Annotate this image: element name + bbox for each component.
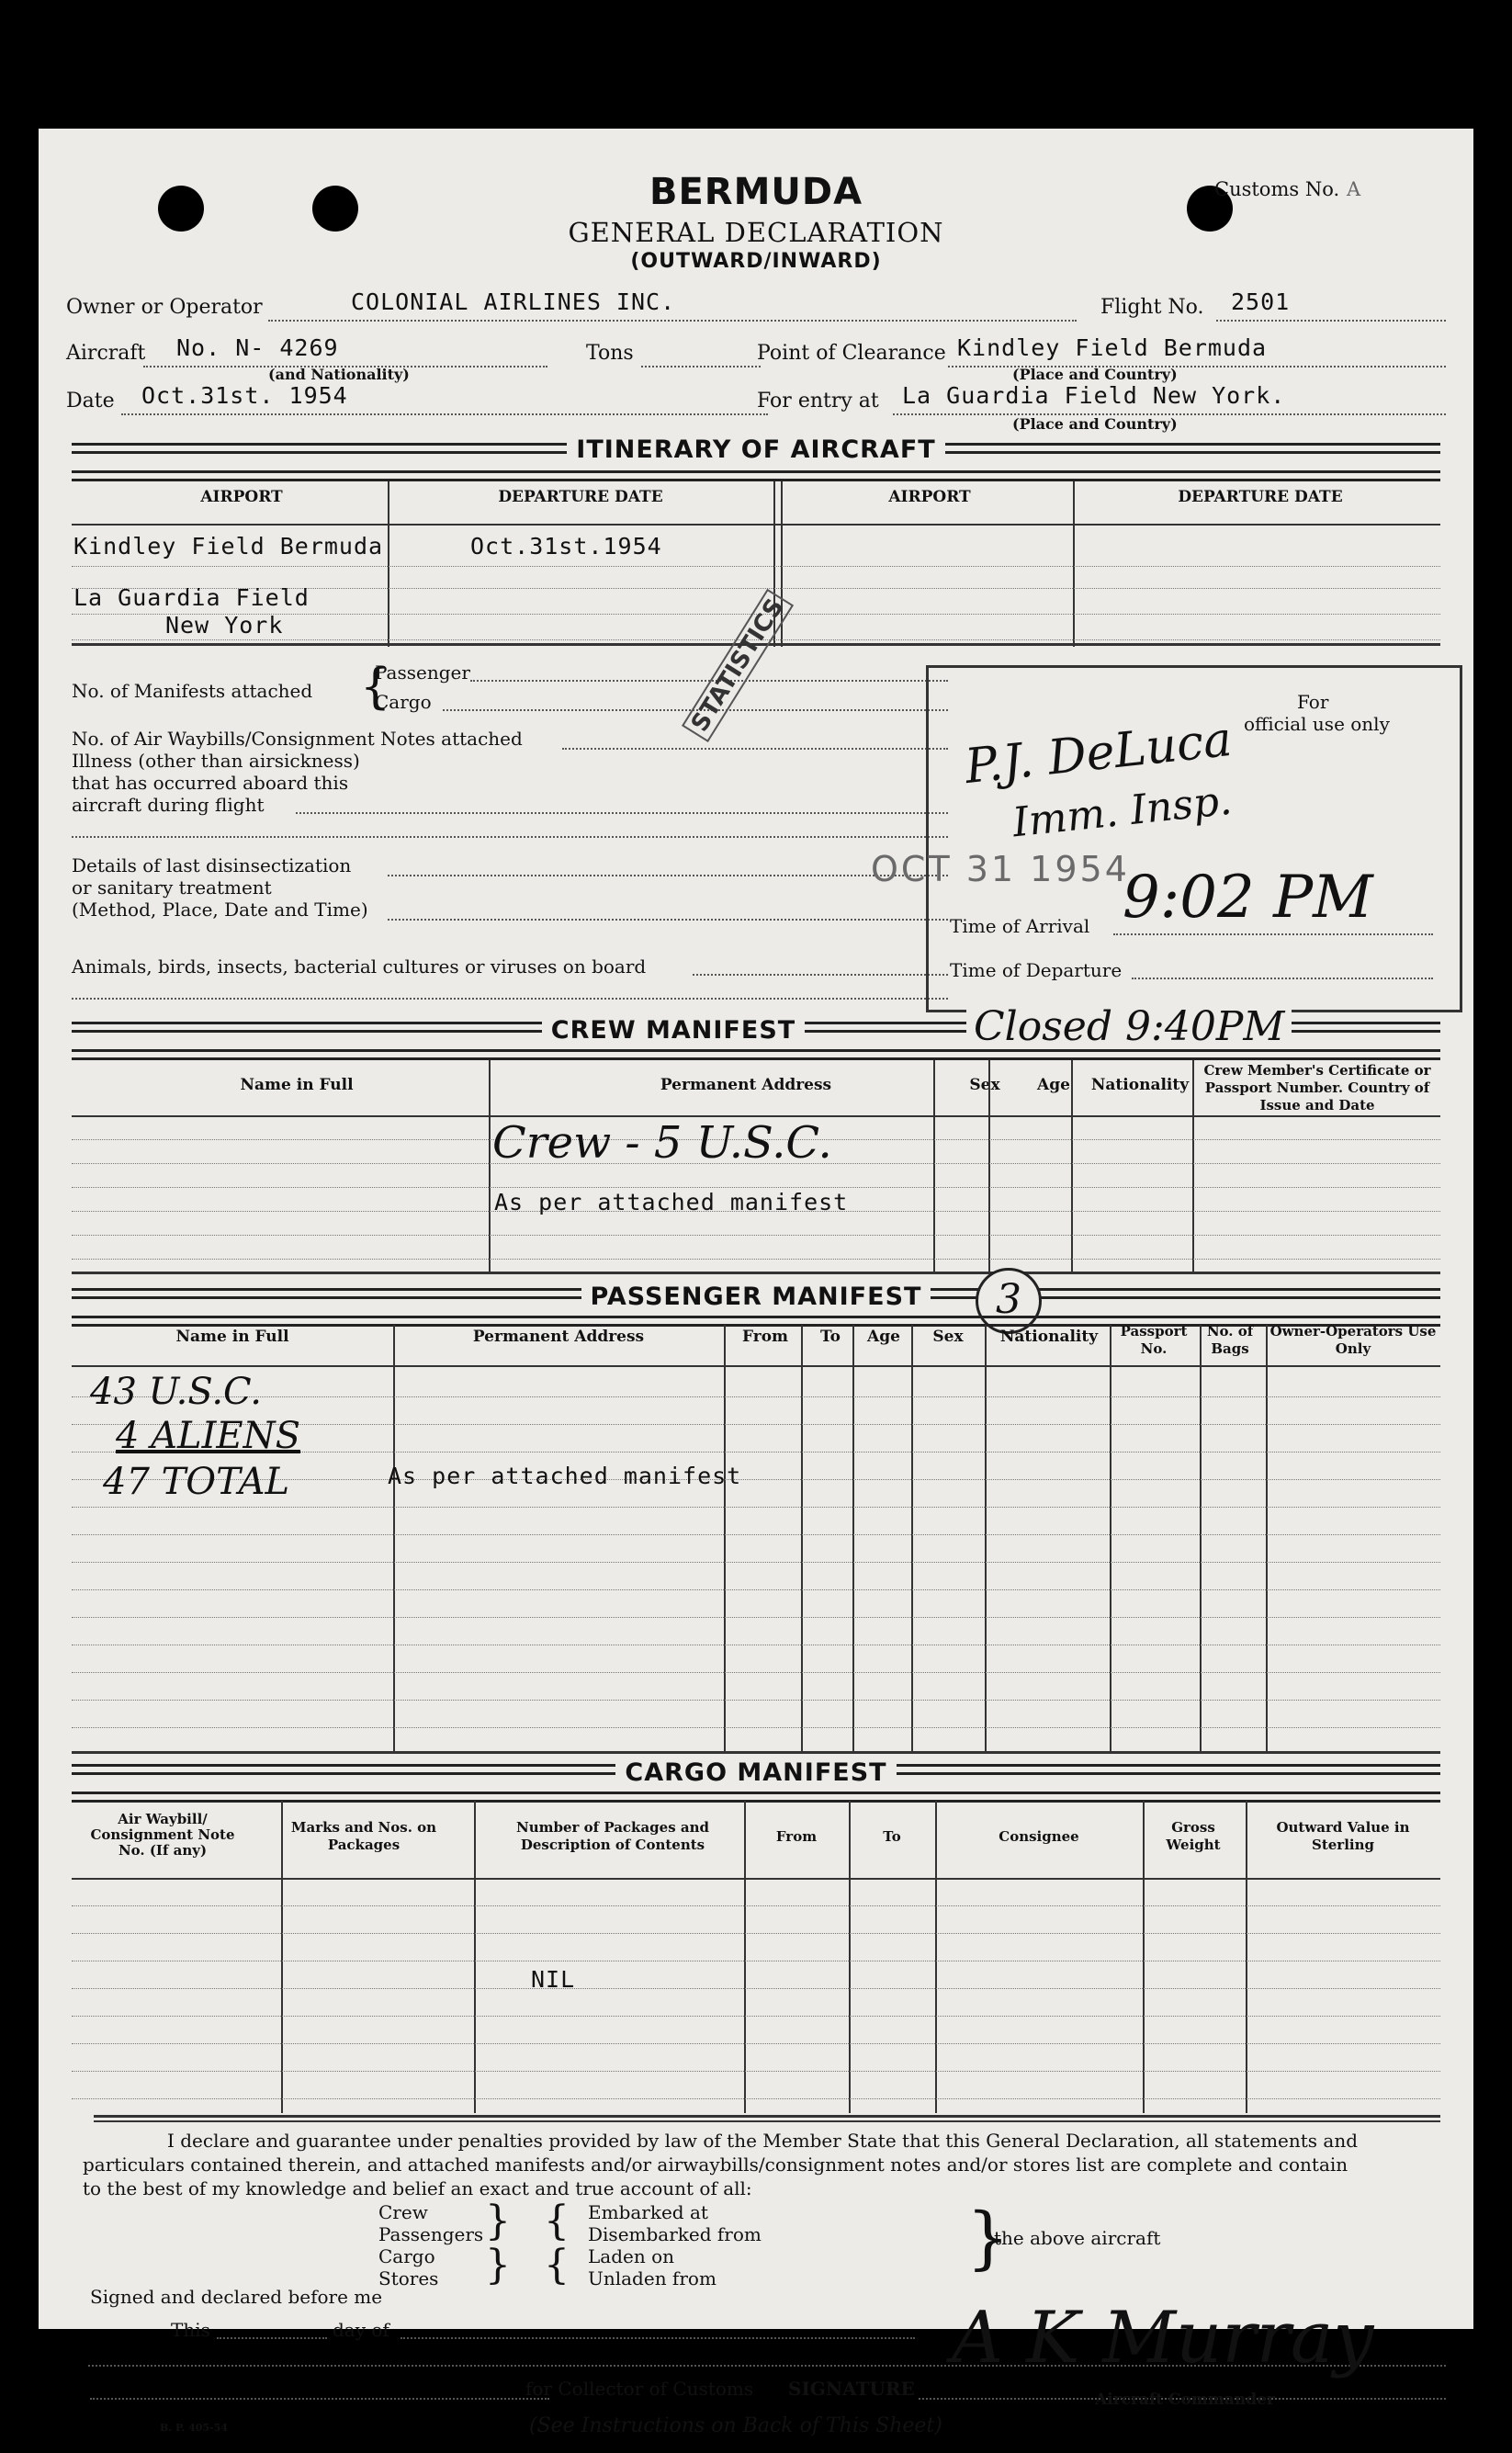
entry-place-caption: (Place and Country) — [1012, 415, 1178, 433]
declaration-right-items: Embarked at Disembarked from Laden on Unladen from — [588, 2201, 762, 2289]
illness-label-2: that has occurred aboard this — [72, 772, 349, 794]
aircraft-value: No. N- 4269 — [176, 334, 339, 361]
passenger-label: Passenger — [375, 661, 470, 684]
disinsect-label-1: Details of last disinsectization — [72, 854, 352, 876]
brace: } — [485, 2198, 511, 2244]
customs-value: A — [1347, 178, 1361, 200]
form-subtitle: GENERAL DECLARATION — [568, 217, 944, 248]
cargo-header-consignee: Consignee — [999, 1828, 1079, 1845]
declaration-left-items: Crew Passengers Cargo Stores — [378, 2201, 484, 2289]
official-for: For — [1297, 691, 1329, 713]
customs-label: Customs No. — [1214, 178, 1340, 200]
official-use-label: official use only — [1244, 713, 1390, 735]
declaration-text-3: to the best of my knowledge and belief an exact and true account of all: — [83, 2177, 752, 2199]
declaration-text-1: I declare and guarantee under penalties provided by law of the Member State that this General Declaration, all statements and — [167, 2130, 1359, 2152]
passenger-header-from: From — [741, 1328, 789, 1346]
instructions-note: (See Instructions on Back of This Sheet) — [529, 2414, 942, 2437]
declaration-text-2: particulars contained therein, and attached manifests and/or airwaybills/consignment notes and/or stores list are complete and contain — [83, 2153, 1348, 2176]
aircraft-nationality-caption: (and Nationality) — [268, 366, 410, 383]
form-subtitle-direction: (OUTWARD/INWARD) — [630, 250, 882, 273]
entry-value: La Guardia Field New York. — [902, 382, 1286, 409]
aircraft-label: Aircraft — [66, 342, 146, 365]
clearance-place-caption: (Place and Country) — [1012, 366, 1178, 383]
commander-label: Aircraft Commander — [1095, 2391, 1275, 2409]
itinerary-header-airport-2: AIRPORT — [888, 488, 971, 506]
tons-label: Tons — [586, 342, 634, 365]
passenger-header-passport: Passport No. — [1120, 1323, 1188, 1357]
crew-header-sex: Sex — [969, 1076, 1000, 1094]
crew-typed-note: As per attached manifest — [494, 1189, 849, 1215]
cargo-header-from: From — [775, 1828, 818, 1845]
clearance-label: Point of Clearance — [757, 342, 946, 365]
itinerary-airport-2-line2: New York — [165, 612, 284, 639]
form-title: BERMUDA — [649, 171, 863, 213]
passenger-header-age: Age — [867, 1328, 900, 1346]
passenger-typed-note: As per attached manifest — [388, 1463, 742, 1489]
crew-header-certificate: Crew Member's Certificate or Passport Number. Country of Issue and Date — [1203, 1062, 1431, 1113]
flight-value: 2501 — [1231, 288, 1291, 315]
passenger-header-to: To — [819, 1328, 841, 1346]
inspector-title: Imm. Insp. — [1010, 776, 1235, 847]
passenger-header-sex: Sex — [932, 1328, 964, 1346]
cargo-header-to: To — [883, 1828, 901, 1845]
arrival-label: Time of Arrival — [950, 915, 1090, 937]
cargo-title: CARGO MANIFEST — [39, 1758, 1473, 1787]
inspector-signature: P.J. DeLuca — [962, 711, 1235, 796]
brace: } — [485, 2242, 511, 2289]
signature-label: SIGNATURE — [788, 2378, 915, 2400]
passenger-header-owner-use: Owner-Operators Use Only — [1269, 1323, 1437, 1357]
declaration-above-aircraft: the above aircraft — [994, 2227, 1161, 2249]
form-number: B. P. 405-54 — [160, 2422, 228, 2434]
itinerary-airport-2: La Guardia Field — [73, 584, 310, 611]
passenger-title: PASSENGER MANIFEST — [39, 1283, 1473, 1311]
itinerary-date-1: Oct.31st.1954 — [470, 533, 662, 560]
cargo-header-value: Outward Value in Sterling — [1276, 1819, 1410, 1853]
itinerary-header-departure-2: DEPARTURE DATE — [1178, 488, 1343, 506]
cargo-header-marks: Marks and Nos. on Packages — [290, 1819, 437, 1853]
waybills-label: No. of Air Waybills/Consignment Notes attached — [72, 728, 523, 750]
cargo-header-weight: Gross Weight — [1166, 1819, 1221, 1853]
date-label: Date — [66, 390, 115, 413]
date-stamp: OCT 31 1954 — [871, 849, 1130, 889]
passenger-hand-line-1: 43 U.S.C. — [90, 1371, 262, 1413]
illness-label-3: aircraft during flight — [72, 794, 265, 816]
crew-header-name: Name in Full — [240, 1076, 354, 1094]
day-of-label: day of — [333, 2319, 389, 2341]
collector-label: for Collector of Customs — [525, 2378, 754, 2400]
manifests-label: No. of Manifests attached — [72, 680, 313, 702]
passenger-header-name: Name in Full — [175, 1328, 289, 1346]
owner-value: COLONIAL AIRLINES INC. — [351, 288, 676, 315]
crew-header-nationality: Nationality — [1090, 1076, 1190, 1094]
commander-signature: A K Murray — [952, 2297, 1374, 2380]
declaration-form — [39, 129, 1473, 2437]
arrival-time: 9:02 PM — [1123, 864, 1373, 932]
passenger-header-nationality: Nationality — [999, 1328, 1099, 1346]
itinerary-header-airport: AIRPORT — [200, 488, 283, 506]
brace: { — [360, 660, 391, 715]
passenger-header-address: Permanent Address — [472, 1328, 645, 1346]
brace: } — [966, 2199, 1010, 2278]
cargo-header-packages: Number of Packages and Description of Contents — [516, 1819, 709, 1853]
passenger-header-bags: No. of Bags — [1206, 1323, 1254, 1357]
circled-number: 3 — [976, 1268, 1042, 1334]
owner-label: Owner or Operator — [66, 296, 263, 319]
signed-label: Signed and declared before me — [90, 2286, 383, 2308]
crew-header-address: Permanent Address — [660, 1076, 832, 1094]
cargo-header-waybill: Air Waybill/ Consignment Note No. (If any) — [90, 1811, 235, 1859]
clearance-value: Kindley Field Bermuda — [957, 334, 1268, 361]
itinerary-title: ITINERARY OF AIRCRAFT — [39, 435, 1473, 464]
passenger-hand-line-2: 4 ALIENS — [116, 1415, 301, 1457]
departure-label: Time of Departure — [950, 959, 1123, 981]
illness-label-1: Illness (other than airsickness) — [72, 750, 360, 772]
brace: { — [544, 2242, 570, 2289]
brace: { — [544, 2198, 570, 2244]
flight-label: Flight No. — [1100, 296, 1204, 319]
cargo-label: Cargo — [375, 691, 432, 713]
disinsect-label-3: (Method, Place, Date and Time) — [72, 899, 368, 921]
date-value: Oct.31st. 1954 — [141, 382, 348, 409]
cargo-nil: NIL — [531, 1966, 576, 1993]
passenger-hand-line-3: 47 TOTAL — [103, 1461, 290, 1503]
crew-title: CREW MANIFEST — [39, 1016, 1473, 1045]
itinerary-header-departure: DEPARTURE DATE — [498, 488, 663, 506]
entry-label: For entry at — [757, 390, 879, 413]
crew-hand-note: Crew - 5 U.S.C. — [492, 1117, 832, 1169]
itinerary-airport-1: Kindley Field Bermuda — [73, 533, 384, 560]
animals-label: Animals, birds, insects, bacterial cultures or viruses on board — [72, 955, 647, 978]
statistics-stamp: STATISTICS — [682, 588, 794, 742]
disinsect-label-2: or sanitary treatment — [72, 876, 272, 899]
this-label: This — [171, 2319, 210, 2341]
closed-note: Closed 9:40PM — [966, 1003, 1292, 1050]
crew-header-age: Age — [1037, 1076, 1070, 1094]
